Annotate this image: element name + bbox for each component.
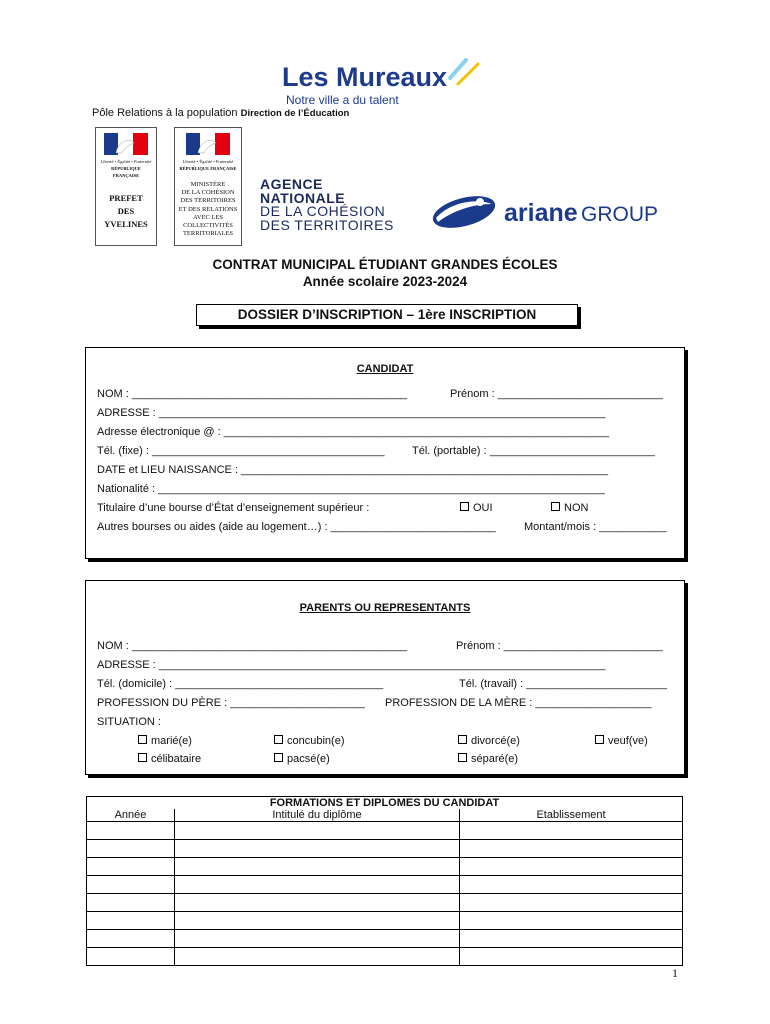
table-row <box>87 840 683 858</box>
candidat-tel-fixe-field[interactable]: Tél. (fixe) : ______________________________________ <box>97 445 385 457</box>
etablissement-cell[interactable] <box>460 948 683 966</box>
situation-separe-checkbox[interactable]: séparé(e) <box>458 753 518 765</box>
candidat-email-field[interactable]: Adresse électronique @ : _______________________________________________________________ <box>97 426 610 438</box>
situation-concubin-checkbox[interactable]: concubin(e) <box>274 735 344 747</box>
bourse-non-checkbox[interactable]: NON <box>551 502 588 514</box>
etablissement-cell[interactable] <box>460 876 683 894</box>
checkbox-icon <box>138 735 147 744</box>
formations-table <box>86 796 683 966</box>
ariane-text: ariane <box>504 199 578 227</box>
header-intitule: Intitulé du diplôme <box>175 809 460 822</box>
header-annee: Année <box>87 809 175 822</box>
montant-field[interactable]: Montant/mois : ___________ <box>524 521 667 533</box>
etablissement-cell[interactable] <box>460 894 683 912</box>
direction-text: Direction de l’Éducation <box>240 108 350 119</box>
candidat-tel-portable-field[interactable]: Tél. (portable) : ___________________________ <box>412 445 655 457</box>
situation-marie-checkbox[interactable]: marié(e) <box>138 735 192 747</box>
parents-heading: PARENTS OU REPRESENTANTS <box>299 602 471 614</box>
table-row <box>87 930 683 948</box>
situation-veuf-checkbox[interactable]: veuf(ve) <box>595 735 648 747</box>
logo-text: Les Mureaux <box>282 62 448 92</box>
formations-caption: FORMATIONS ET DIPLOMES DU CANDIDAT <box>87 797 683 810</box>
etablissement-cell[interactable] <box>460 930 683 948</box>
candidat-nom-field[interactable]: NOM : _____________________________________________ <box>97 388 408 400</box>
checkbox-icon <box>595 735 604 744</box>
table-row <box>87 822 683 840</box>
annee-cell[interactable] <box>87 930 175 948</box>
marianne-flag-icon <box>186 133 230 155</box>
intitule-cell[interactable] <box>175 894 460 912</box>
ministere-name: MINISTÈRE DE LA COHÉSION DES TERRITOIRES ET DES RELATIONS AVEC LES COLLECTIVITÉS TERRITORIALES <box>178 181 238 238</box>
table-row <box>87 912 683 930</box>
anct-logo: AGENCE NATIONALE DE LA COHÉSION DES TERRITOIRES <box>260 176 394 233</box>
intitule-cell[interactable] <box>175 930 460 948</box>
annee-cell[interactable] <box>87 858 175 876</box>
candidat-prenom-field[interactable]: Prénom : ___________________________ <box>450 388 663 400</box>
parents-adresse-field[interactable]: ADRESSE : _________________________________________________________________________ <box>97 659 606 671</box>
tel-travail-field[interactable]: Tél. (travail) : _______________________ <box>459 678 667 690</box>
intitule-cell[interactable] <box>175 948 460 966</box>
marianne-flag-icon <box>104 133 148 155</box>
motto-text: Liberté • Égalité • Fraternité RÉPUBLIQUE FRANÇAISE <box>179 159 237 171</box>
annee-cell[interactable] <box>87 948 175 966</box>
etablissement-cell[interactable] <box>460 912 683 930</box>
intitule-cell[interactable] <box>175 912 460 930</box>
etablissement-cell[interactable] <box>460 840 683 858</box>
prefet-name: PREFET DES YVELINES <box>104 193 148 229</box>
bourse-oui-checkbox[interactable]: OUI <box>460 502 493 514</box>
checkbox-icon <box>458 735 467 744</box>
intitule-cell[interactable] <box>175 822 460 840</box>
page-number: 1 <box>672 966 678 980</box>
parents-prenom-field[interactable]: Prénom : __________________________ <box>456 640 663 652</box>
etablissement-cell[interactable] <box>460 858 683 876</box>
header-etablissement: Etablissement <box>460 809 683 822</box>
candidat-nationalite-field[interactable]: Nationalité : _________________________________________________________________________ <box>97 483 605 495</box>
checkbox-icon <box>458 753 467 762</box>
situation-pacse-checkbox[interactable]: pacsé(e) <box>274 753 330 765</box>
checkbox-icon <box>138 753 147 762</box>
prefet-emblem <box>95 127 157 246</box>
dossier-title: DOSSIER D’INSCRIPTION – 1ère INSCRIPTION <box>196 304 578 326</box>
table-row <box>87 894 683 912</box>
intitule-cell[interactable] <box>175 858 460 876</box>
annee-cell[interactable] <box>87 894 175 912</box>
pole-label <box>92 107 349 119</box>
profession-pere-field[interactable]: PROFESSION DU PÈRE : ______________________ <box>97 697 365 709</box>
profession-mere-field[interactable]: PROFESSION DE LA MÈRE : ___________________ <box>385 697 652 709</box>
intitule-cell[interactable] <box>175 840 460 858</box>
table-row <box>87 876 683 894</box>
tel-domicile-field[interactable]: Tél. (domicile) : __________________________________ <box>97 678 384 690</box>
candidat-heading: CANDIDAT <box>356 363 414 375</box>
annee-cell[interactable] <box>87 912 175 930</box>
table-row <box>87 948 683 966</box>
table-row <box>87 858 683 876</box>
ariane-swirl-icon <box>430 192 499 232</box>
annee-cell[interactable] <box>87 822 175 840</box>
bourse-question: Titulaire d’une bourse d’État d’enseignement supérieur : <box>97 502 370 514</box>
checkbox-icon <box>274 735 283 744</box>
contract-title: CONTRAT MUNICIPAL ÉTUDIANT GRANDES ÉCOLES <box>212 257 558 272</box>
checkbox-icon <box>274 753 283 762</box>
annee-cell[interactable] <box>87 840 175 858</box>
ministere-emblem <box>174 127 242 246</box>
arianegroup-logo <box>430 192 662 232</box>
checkbox-icon <box>551 502 560 511</box>
group-text: GROUP <box>581 203 659 226</box>
candidat-naissance-field[interactable]: DATE et LIEU NAISSANCE : ____________________________________________________________ <box>97 464 609 476</box>
intitule-cell[interactable] <box>175 876 460 894</box>
parents-nom-field[interactable]: NOM : _____________________________________________ <box>97 640 408 652</box>
situation-label: SITUATION : <box>97 716 161 728</box>
annee-cell[interactable] <box>87 876 175 894</box>
motto-text: Liberté • Égalité • Fraternité RÉPUBLIQUE FRANÇAISE <box>100 159 152 178</box>
pole-relations-text: Pôle Relations à la population <box>92 107 238 119</box>
school-year: Année scolaire 2023-2024 <box>302 274 468 289</box>
les-mureaux-logo <box>282 58 482 108</box>
autres-bourses-field[interactable]: Autres bourses ou aides (aide au logement…) : ___________________________ <box>97 521 496 533</box>
candidat-adresse-field[interactable]: ADRESSE : _________________________________________________________________________ <box>97 407 606 419</box>
situation-celibataire-checkbox[interactable]: célibataire <box>138 753 201 765</box>
logo-tagline: Notre ville a du talent <box>286 93 399 107</box>
checkbox-icon <box>460 502 469 511</box>
situation-divorce-checkbox[interactable]: divorcé(e) <box>458 735 520 747</box>
etablissement-cell[interactable] <box>460 822 683 840</box>
